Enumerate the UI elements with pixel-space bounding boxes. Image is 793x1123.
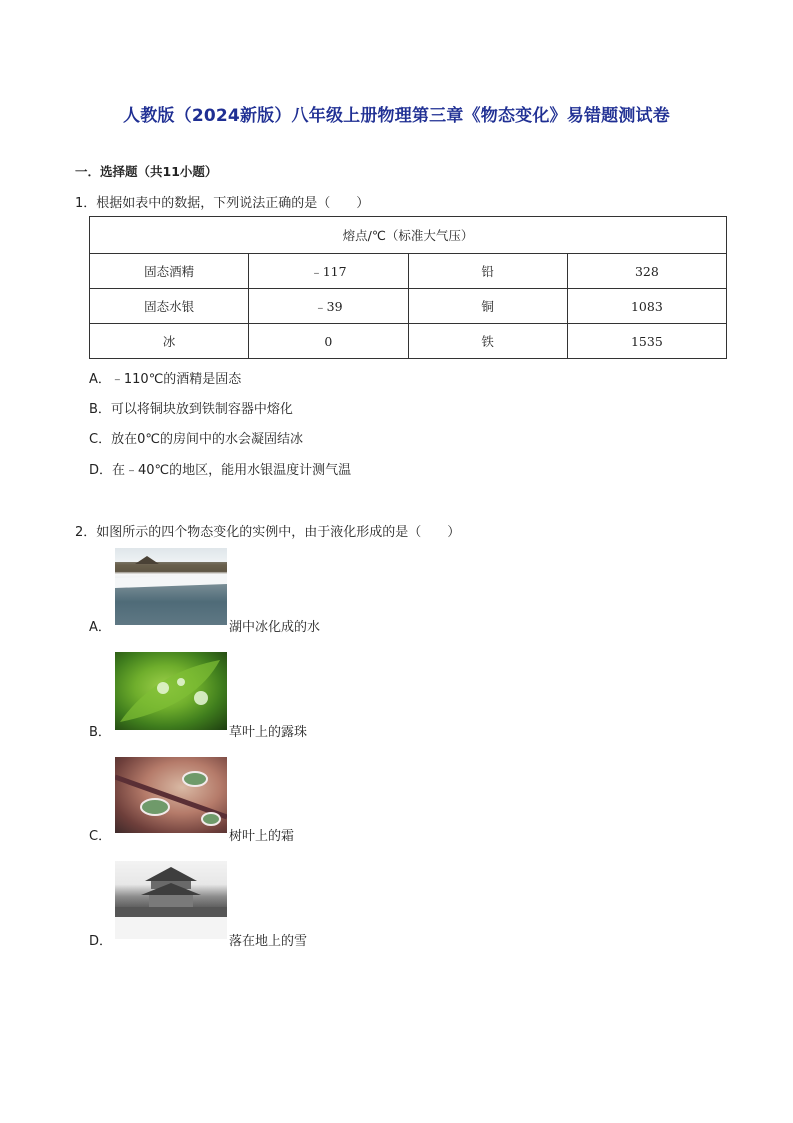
table-cell: 铅 [408, 254, 567, 289]
snow-temple-photo [115, 861, 227, 939]
q2-option-c-caption: 树叶上的霜 [229, 829, 295, 844]
page-title: 人教版（2024新版）八年级上册物理第三章《物态变化》易错题测试卷 [123, 106, 670, 126]
section-heading: 一．选择题（共11小题） [75, 164, 218, 179]
table-row [90, 289, 727, 324]
table-cell: 铁 [408, 324, 567, 359]
table-cell: 1535 [567, 324, 726, 359]
q2-option-c-letter: C． [89, 829, 112, 844]
q2-option-d-letter: D． [89, 934, 113, 949]
q2-option-a-letter: A． [89, 620, 111, 635]
q1-option-d: D．在﹣40℃的地区，能用水银温度计测气温 [89, 463, 352, 478]
frozen-lake-photo [115, 548, 227, 625]
table-row [90, 324, 727, 359]
table-cell: 328 [567, 254, 726, 289]
table-cell: 0 [249, 324, 408, 359]
table-cell: 1083 [567, 289, 726, 324]
table-header: 熔点/℃（标准大气压） [90, 217, 727, 254]
question-2-stem: 2．如图所示的四个物态变化的实例中，由于液化形成的是（ ） [75, 525, 461, 540]
q2-option-a-caption: 湖中冰化成的水 [229, 620, 321, 635]
q1-option-a: A．﹣110℃的酒精是固态 [89, 372, 242, 387]
table-header-row [90, 217, 727, 254]
q2-option-d-caption: 落在地上的雪 [229, 934, 308, 949]
table-cell: 固态酒精 [90, 254, 249, 289]
q1-option-c: C．放在0℃的房间中的水会凝固结冰 [89, 432, 303, 447]
question-1-stem: 1．根据如表中的数据，下列说法正确的是（ ） [75, 196, 370, 211]
table-cell: ﹣39 [249, 289, 408, 324]
table-row [90, 254, 727, 289]
table-cell: 固态水银 [90, 289, 249, 324]
table-cell: 冰 [90, 324, 249, 359]
q1-option-b: B．可以将铜块放到铁制容器中熔化 [89, 402, 293, 417]
table-cell: ﹣117 [249, 254, 408, 289]
q2-option-b-letter: B． [89, 725, 111, 740]
table-cell: 铜 [408, 289, 567, 324]
melting-point-table [89, 216, 727, 359]
frost-on-leaves-photo [115, 757, 227, 833]
dew-on-leaf-photo [115, 652, 227, 730]
q2-option-b-caption: 草叶上的露珠 [229, 725, 308, 740]
